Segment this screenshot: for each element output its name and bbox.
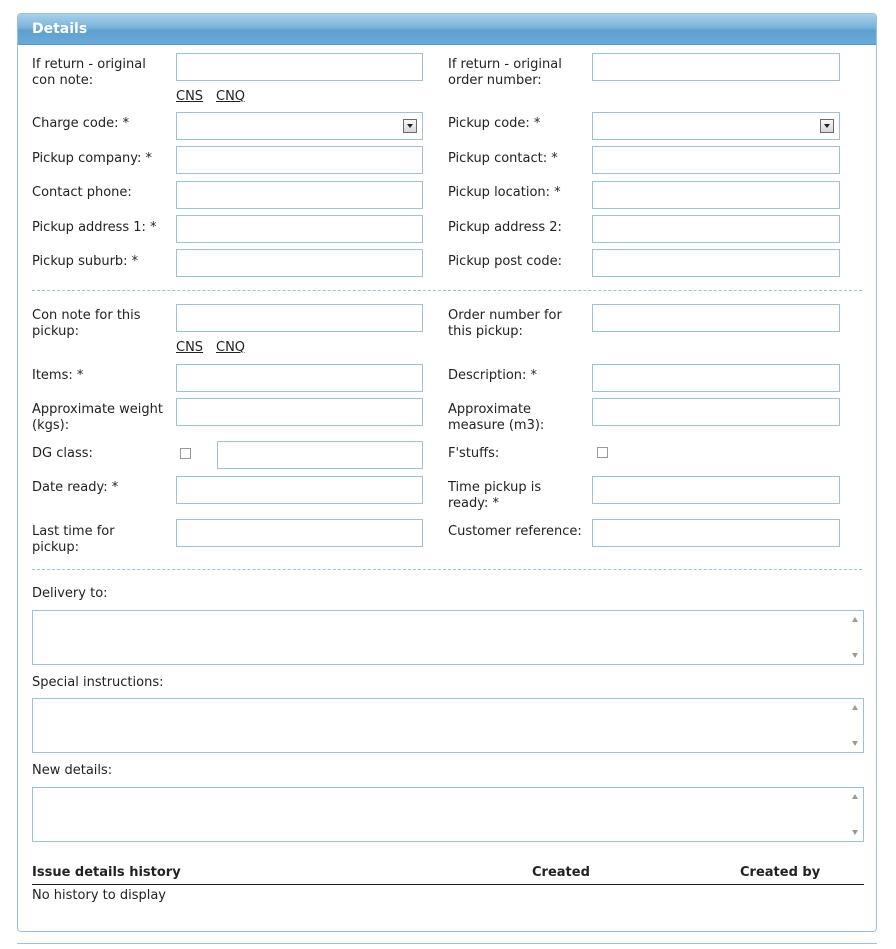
weight-label: Approximate weight (kgs): bbox=[32, 402, 164, 433]
section-divider bbox=[32, 569, 862, 570]
items-label: Items: * bbox=[32, 368, 84, 383]
pickup-company-label: Pickup company: * bbox=[32, 151, 153, 166]
pickup-con-note-label: Con note for this pickup: bbox=[32, 308, 141, 339]
pickup-address1-input[interactable] bbox=[176, 215, 423, 243]
return-cnq-link[interactable]: CNQ bbox=[216, 89, 246, 104]
return-order-number-input[interactable] bbox=[592, 53, 840, 81]
last-time-label: Last time for pickup: bbox=[32, 524, 115, 555]
fstuffs-label: F'stuffs: bbox=[448, 446, 500, 461]
pickup-address2-label: Pickup address 2: bbox=[448, 220, 562, 235]
special-instructions-label: Special instructions: bbox=[32, 675, 164, 690]
measure-label: Approximate measure (m3): bbox=[448, 402, 545, 433]
pickup-cns-link[interactable]: CNS bbox=[176, 340, 204, 355]
history-header-created: Created bbox=[532, 865, 590, 880]
textarea-scrollbar[interactable] bbox=[847, 611, 863, 664]
contact-phone-input[interactable] bbox=[176, 181, 423, 209]
scroll-up-icon[interactable] bbox=[852, 617, 858, 622]
pickup-suburb-input[interactable] bbox=[176, 249, 423, 277]
last-time-input[interactable] bbox=[176, 519, 423, 547]
new-details-label: New details: bbox=[32, 763, 113, 778]
customer-reference-label: Customer reference: bbox=[448, 524, 582, 539]
return-con-note-label: If return - original con note: bbox=[32, 57, 146, 88]
scroll-up-icon[interactable] bbox=[852, 705, 858, 710]
pickup-contact-input[interactable] bbox=[592, 146, 840, 174]
return-con-note-input[interactable] bbox=[176, 53, 423, 81]
pickup-post-code-label: Pickup post code: bbox=[448, 254, 563, 269]
time-ready-label: Time pickup is ready: * bbox=[448, 480, 542, 511]
history-empty-text: No history to display bbox=[32, 888, 166, 903]
pickup-con-note-input[interactable] bbox=[176, 304, 423, 332]
chevron-down-icon[interactable] bbox=[403, 119, 417, 133]
new-details-textarea[interactable] bbox=[32, 787, 864, 842]
pickup-suburb-label: Pickup suburb: * bbox=[32, 254, 139, 269]
pickup-contact-label: Pickup contact: * bbox=[448, 151, 558, 166]
pickup-location-label: Pickup location: * bbox=[448, 185, 561, 200]
textarea-scrollbar[interactable] bbox=[847, 699, 863, 752]
panel-title: Details bbox=[18, 14, 876, 45]
pickup-code-select[interactable] bbox=[592, 112, 840, 140]
pickup-order-number-input[interactable] bbox=[592, 304, 840, 332]
weight-input[interactable] bbox=[176, 398, 423, 426]
history-header-rule bbox=[32, 884, 864, 885]
charge-code-label: Charge code: * bbox=[32, 116, 130, 131]
scroll-down-icon[interactable] bbox=[852, 741, 858, 746]
section-divider bbox=[32, 290, 862, 291]
dg-class-input[interactable] bbox=[217, 441, 423, 469]
textarea-scrollbar[interactable] bbox=[847, 788, 863, 841]
measure-input[interactable] bbox=[592, 398, 840, 426]
scroll-up-icon[interactable] bbox=[852, 794, 858, 799]
charge-code-select[interactable] bbox=[176, 112, 423, 140]
description-label: Description: * bbox=[448, 368, 538, 383]
items-input[interactable] bbox=[176, 364, 423, 392]
pickup-order-number-label: Order number for this pickup: bbox=[448, 308, 562, 339]
pickup-address2-input[interactable] bbox=[592, 215, 840, 243]
dg-class-label: DG class: bbox=[32, 446, 93, 461]
history-header-created-by: Created by bbox=[740, 865, 821, 880]
chevron-down-icon[interactable] bbox=[820, 119, 834, 133]
next-panel-edge bbox=[17, 943, 877, 949]
pickup-company-input[interactable] bbox=[176, 146, 423, 174]
fstuffs-checkbox[interactable] bbox=[597, 447, 608, 458]
date-ready-label: Date ready: * bbox=[32, 480, 119, 495]
return-cns-link[interactable]: CNS bbox=[176, 89, 204, 104]
pickup-post-code-input[interactable] bbox=[592, 249, 840, 277]
delivery-to-label: Delivery to: bbox=[32, 586, 108, 601]
customer-reference-input[interactable] bbox=[592, 519, 840, 547]
pickup-address1-label: Pickup address 1: * bbox=[32, 220, 157, 235]
history-header-issue: Issue details history bbox=[32, 865, 181, 880]
contact-phone-label: Contact phone: bbox=[32, 185, 132, 200]
scroll-down-icon[interactable] bbox=[852, 830, 858, 835]
pickup-code-label: Pickup code: * bbox=[448, 116, 541, 131]
pickup-location-input[interactable] bbox=[592, 181, 840, 209]
time-ready-input[interactable] bbox=[592, 476, 840, 504]
delivery-to-textarea[interactable] bbox=[32, 610, 864, 665]
description-input[interactable] bbox=[592, 364, 840, 392]
dg-class-checkbox[interactable] bbox=[180, 448, 191, 459]
date-ready-input[interactable] bbox=[176, 476, 423, 504]
special-instructions-textarea[interactable] bbox=[32, 698, 864, 753]
scroll-down-icon[interactable] bbox=[852, 653, 858, 658]
pickup-cnq-link[interactable]: CNQ bbox=[216, 340, 246, 355]
return-order-number-label: If return - original order number: bbox=[448, 57, 562, 88]
